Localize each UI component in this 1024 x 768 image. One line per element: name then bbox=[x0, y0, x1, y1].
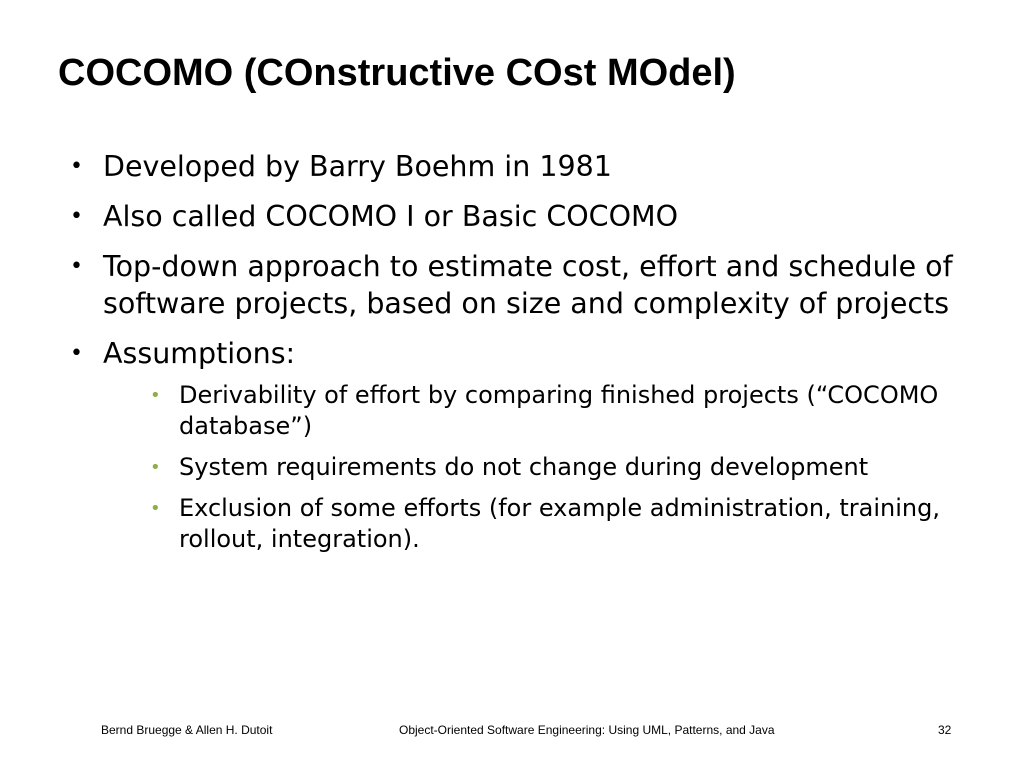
bullet-item bbox=[70, 198, 960, 235]
bullet-text: Developed by Barry Boehm in 1981 bbox=[103, 150, 612, 183]
sub-bullet-text: Derivability of effort by comparing finished projects (“COCOMO database”) bbox=[179, 381, 939, 440]
sub-bullet-item bbox=[150, 452, 960, 483]
slide-title: COCOMO (COnstructive COst MOdel) bbox=[58, 52, 736, 94]
sub-bullet-list bbox=[103, 380, 960, 555]
bullet-text: Top-down approach to estimate cost, effort and schedule of software projects, based on size and complexity of projects bbox=[103, 250, 953, 320]
sub-bullet-icon: • bbox=[150, 498, 161, 519]
sub-bullet-text: Exclusion of some efforts (for example administration, training, rollout, integration). bbox=[179, 494, 940, 553]
bullet-text: Also called COCOMO I or Basic COCOMO bbox=[103, 200, 679, 233]
bullet-icon: • bbox=[70, 204, 83, 229]
sub-bullet-item bbox=[150, 380, 960, 442]
sub-bullet-text: System requirements do not change during development bbox=[179, 453, 869, 481]
slide-content bbox=[70, 148, 960, 568]
bullet-item bbox=[70, 148, 960, 185]
bullet-icon: • bbox=[70, 341, 83, 366]
bullet-icon: • bbox=[70, 154, 83, 179]
footer-page-number: 32 bbox=[938, 723, 952, 737]
footer-book-title: Object-Oriented Software Engineering: Using UML, Patterns, and Java bbox=[399, 723, 775, 737]
footer-authors: Bernd Bruegge & Allen H. Dutoit bbox=[101, 723, 273, 737]
bullet-item bbox=[70, 248, 960, 322]
sub-bullet-icon: • bbox=[150, 457, 161, 478]
sub-bullet-item bbox=[150, 493, 960, 555]
bullet-text: Assumptions: bbox=[103, 337, 296, 370]
bullet-item bbox=[70, 335, 960, 555]
bullet-icon: • bbox=[70, 254, 83, 279]
sub-bullet-icon: • bbox=[150, 385, 161, 406]
